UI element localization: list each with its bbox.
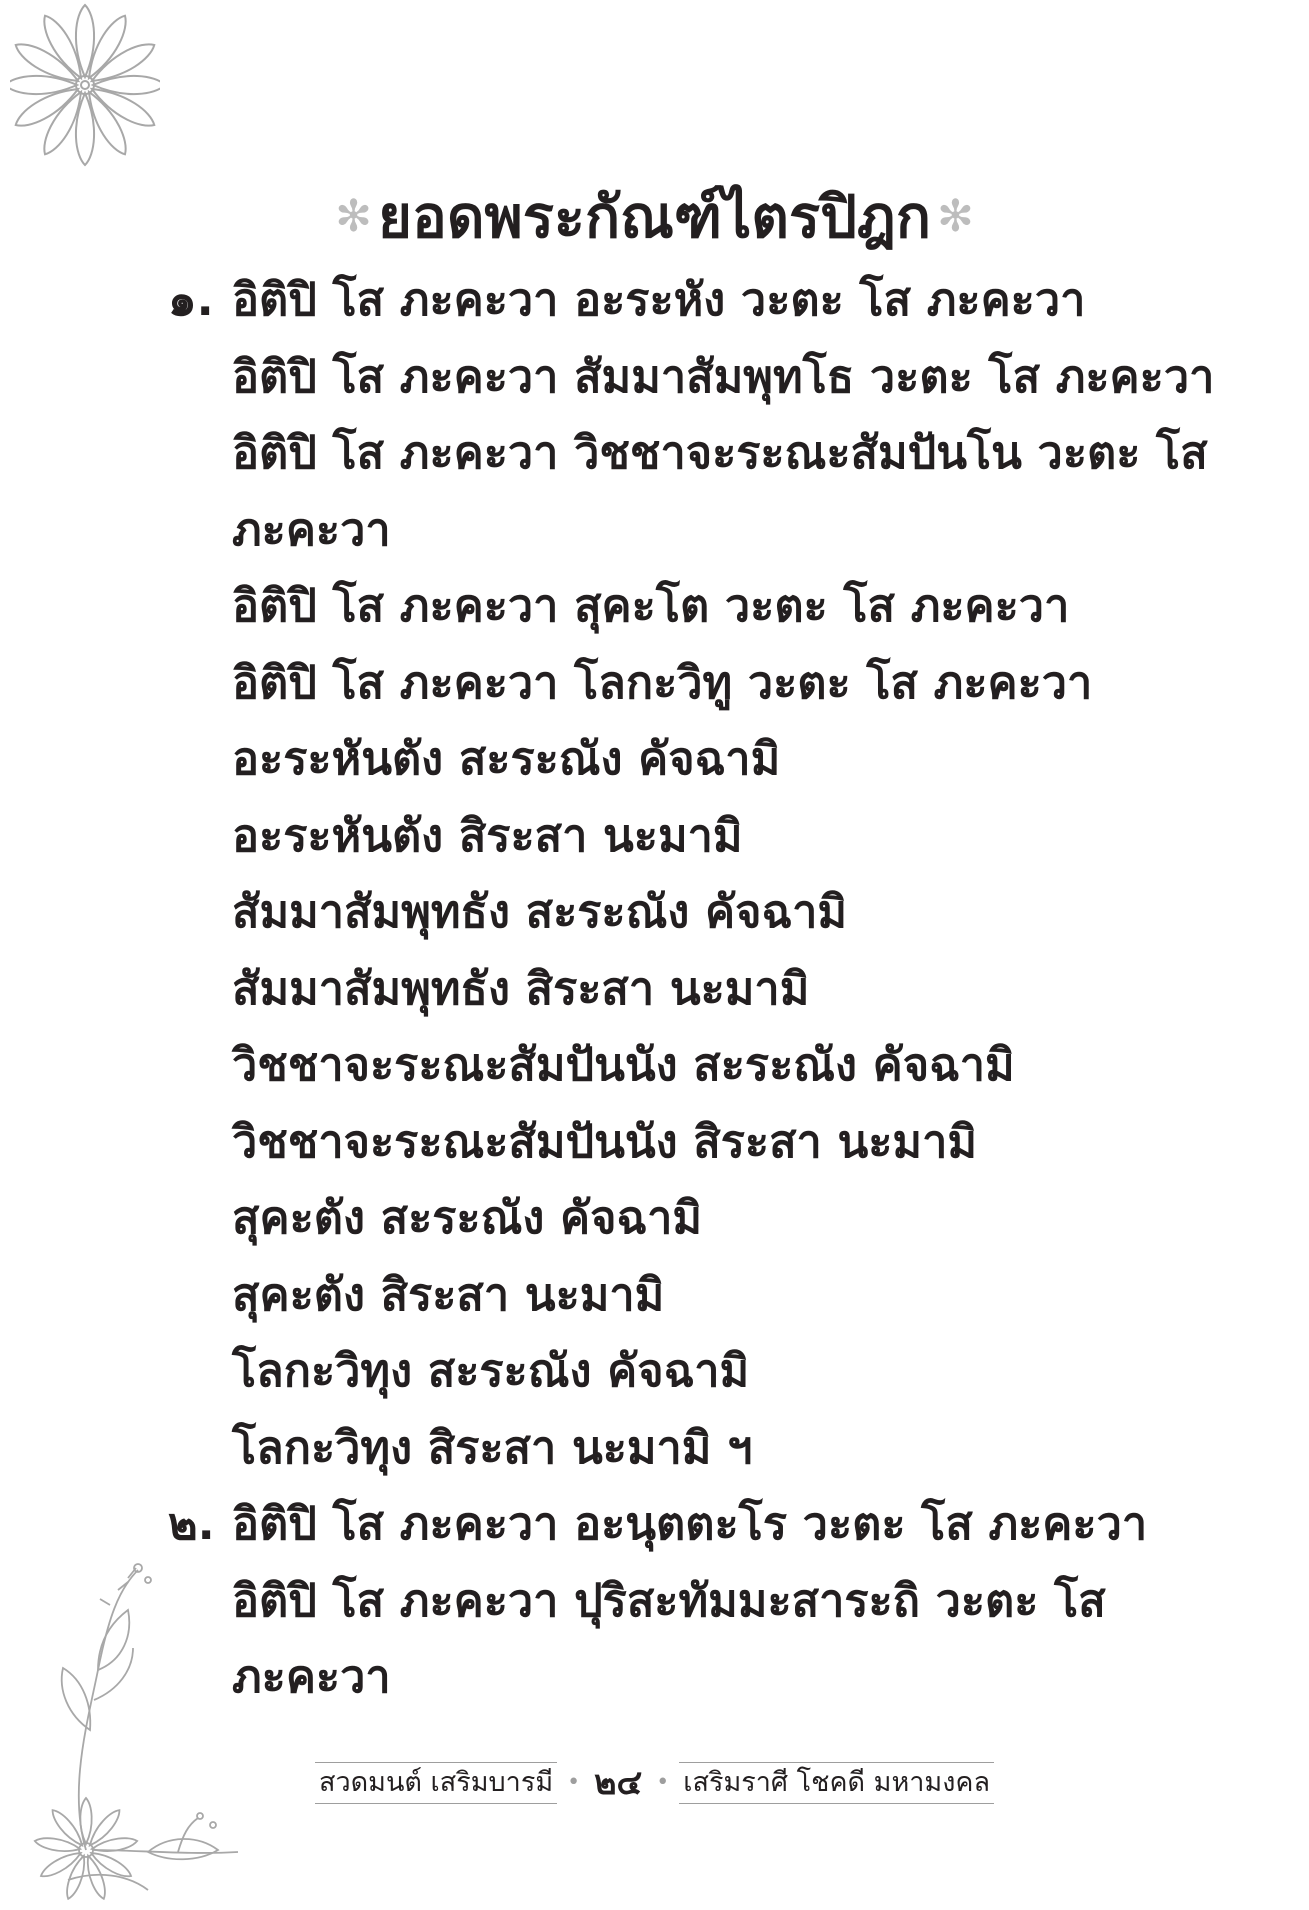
line-text: สัมมาสัมพุทธัง สะระณัง คัจฉามิ — [232, 885, 848, 938]
verse-line — [168, 1180, 1248, 1257]
verse-line — [168, 1333, 1248, 1410]
verse-line — [168, 1410, 1248, 1487]
chant-text — [168, 262, 1248, 1716]
verse-line — [168, 1027, 1248, 1104]
line-text: สัมมาสัมพุทธัง สิระสา นะมามิ — [232, 961, 810, 1015]
verse-line — [168, 1257, 1248, 1334]
verse-line — [168, 339, 1248, 416]
asterisk-ornament-icon: ✻ — [335, 191, 373, 242]
line-text: อิติปิ โส ภะคะวา อะนุตตะโร วะตะ โส ภะคะวา — [232, 1497, 1148, 1550]
line-text: สุคะตัง สิระสา นะมามิ — [232, 1267, 665, 1321]
verse-line — [168, 568, 1248, 645]
title-text: ยอดพระกัณฑ์ไตรปิฎก — [378, 183, 931, 251]
bullet-separator-icon: • — [656, 1770, 670, 1795]
line-text: อิติปิ โส ภะคะวา โลกะวิทู วะตะ โส ภะคะวา — [232, 655, 1093, 709]
verse-line — [168, 798, 1248, 875]
verse-line — [168, 721, 1248, 798]
footer-book-title: สวดมนต์ เสริมบารมี — [315, 1762, 557, 1804]
verse-line — [168, 951, 1248, 1028]
line-text: อิติปิ โส ภะคะวา ปุริสะทัมมะสาระถิ วะตะ โส — [232, 1573, 1106, 1627]
line-text: โลกะวิทุง สะระณัง คัจฉามิ — [232, 1344, 750, 1397]
verse-line — [168, 1639, 1248, 1716]
page-number: ๒๔ — [594, 1763, 643, 1803]
asterisk-ornament-icon: ✻ — [936, 191, 974, 242]
footer-subtitle: เสริมราศี โชคดี มหามงคล — [679, 1762, 994, 1804]
bullet-separator-icon: • — [567, 1770, 581, 1795]
verse-line — [168, 492, 1248, 569]
line-text: ภะคะวา — [232, 502, 391, 556]
verse-line — [168, 1486, 1248, 1563]
line-text: อิติปิ โส ภะคะวา สัมมาสัมพุทโธ วะตะ โส ภะคะวา — [232, 349, 1215, 403]
verse-line — [168, 874, 1248, 951]
verse-line — [168, 262, 1248, 339]
line-text: อิติปิ โส ภะคะวา อะระหัง วะตะ โส ภะคะวา — [232, 273, 1086, 326]
line-text: อิติปิ โส ภะคะวา วิชชาจะระณะสัมปันโน วะตะ โส — [232, 426, 1208, 479]
verse-line — [168, 1104, 1248, 1181]
verse-number: ๒. — [168, 1497, 215, 1550]
line-text: โลกะวิทุง สิระสา นะมามิ ฯ — [232, 1420, 753, 1474]
line-text: สุคะตัง สะระณัง คัจฉามิ — [232, 1191, 703, 1244]
line-text: วิชชาจะระณะสัมปันนัง สะระณัง คัจฉามิ — [232, 1038, 1015, 1091]
page-title — [0, 182, 1309, 252]
verse-line — [168, 645, 1248, 722]
verse-line — [168, 415, 1248, 492]
line-text: อะระหันตัง สิระสา นะมามิ — [232, 808, 743, 862]
line-text: อิติปิ โส ภะคะวา สุคะโต วะตะ โส ภะคะวา — [232, 579, 1070, 632]
page-footer — [0, 1762, 1309, 1804]
line-text: วิชชาจะระณะสัมปันนัง สิระสา นะมามิ — [232, 1114, 978, 1168]
verse-number: ๑. — [168, 273, 214, 326]
line-text: ภะคะวา — [232, 1650, 391, 1703]
line-text: อะระหันตัง สะระณัง คัจฉามิ — [232, 732, 781, 785]
verse-line — [168, 1563, 1248, 1640]
